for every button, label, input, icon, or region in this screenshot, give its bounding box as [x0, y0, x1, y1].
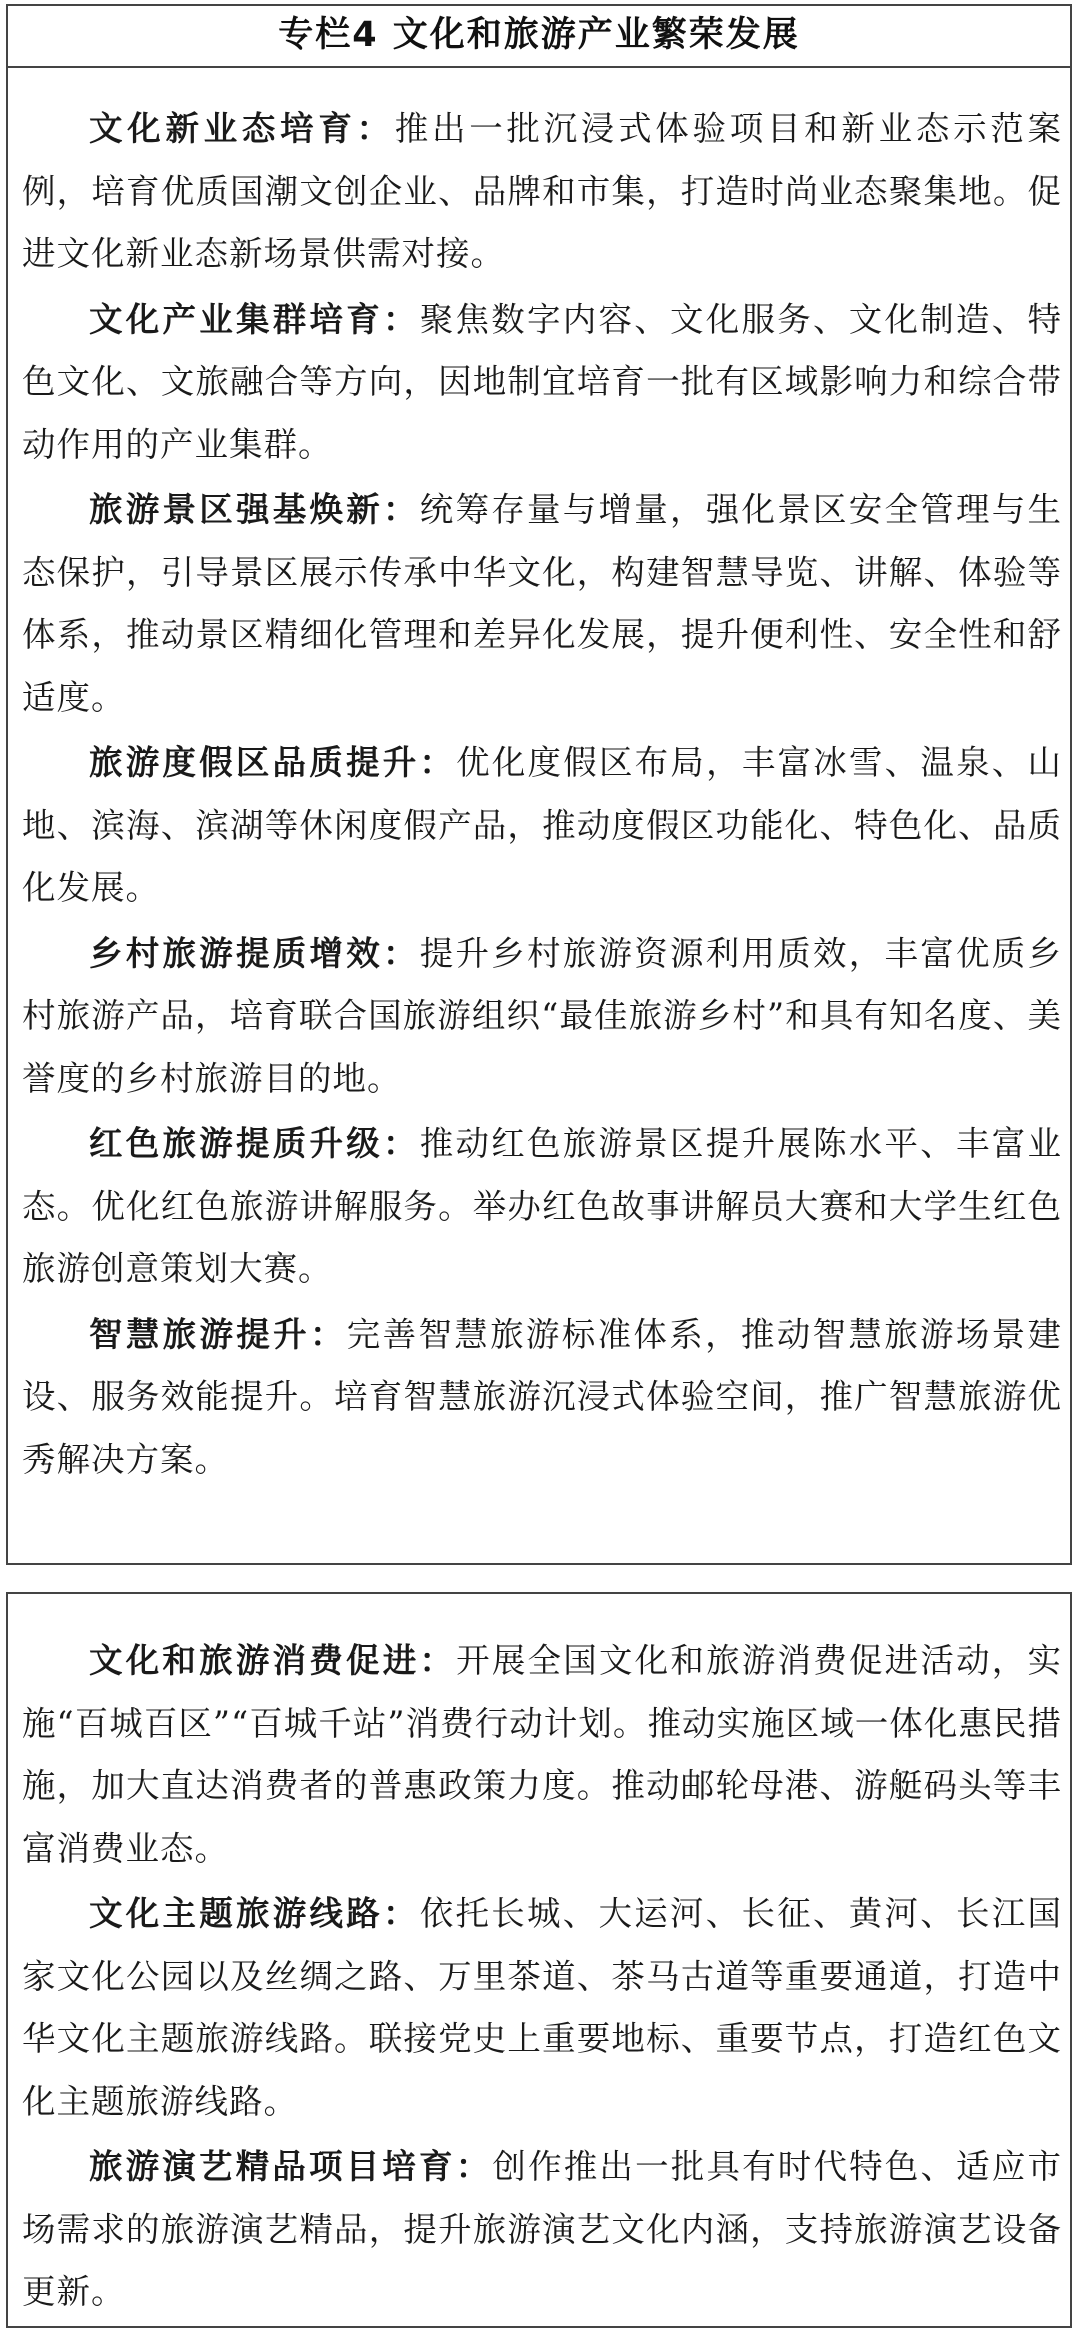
item-resorts	[22, 732, 1062, 920]
item-heading: 文化新业态培育：	[89, 109, 395, 148]
column-content	[8, 1594, 1070, 2324]
column-title: 专栏4 文化和旅游产业繁荣发展	[8, 6, 1070, 68]
item-body: 优化度假区布局，丰富冰雪、温泉、山地、滨海、滨湖等休闲度假产品，推动度假区功能化、特色化、品质化发展。	[22, 743, 1063, 907]
item-heading: 文化产业集群培育：	[89, 299, 420, 339]
column-box-4-continued	[6, 1592, 1072, 2328]
item-body: 创作推出一批具有时代特色、适应市场需求的旅游演艺精品，提升旅游演艺文化内涵，支持旅游演艺设备更新。	[22, 2147, 1063, 2311]
item-rural-tourism	[22, 923, 1062, 1111]
item-body: 统筹存量与增量，强化景区安全管理与生态保护，引导景区展示传承中华文化，构建智慧导览、讲解、体验等体系，推动景区精细化管理和差异化发展，提升便利性、安全性和舒适度。	[22, 490, 1062, 717]
item-theme-routes	[22, 1883, 1062, 2133]
item-consumption-promotion	[22, 1630, 1062, 1880]
item-heading: 乡村旅游提质增效：	[89, 933, 420, 973]
item-heading: 旅游演艺精品项目培育：	[89, 2147, 493, 2186]
item-body: 完善智慧旅游标准体系，推动智慧旅游场景建设、服务效能提升。培育智慧旅游沉浸式体验空间，推广智慧旅游优秀解决方案。	[22, 1314, 1063, 1479]
item-new-cultural-formats	[22, 98, 1062, 286]
item-heading: 文化主题旅游线路：	[89, 1894, 420, 1933]
item-body: 开展全国文化和旅游消费促进活动，实施“百城百区”“百城千站”消费行动计划。推动实施区域一体化惠民措施，加大直达消费者的普惠政策力度。推动邮轮母港、游艇码头等丰富消费业态。	[22, 1641, 1063, 1868]
item-body: 提升乡村旅游资源利用质效，丰富优质乡村旅游产品，培育联合国旅游组织“最佳旅游乡村”和具有知名度、美誉度的乡村旅游目的地。	[22, 933, 1062, 1098]
item-red-tourism	[22, 1113, 1062, 1301]
item-body: 推出一批沉浸式体验项目和新业态示范案例，培育优质国潮文创企业、品牌和市集，打造时尚业态聚集地。促进文化新业态新场景供需对接。	[22, 109, 1063, 273]
column-content	[8, 68, 1070, 1491]
item-body: 推动红色旅游景区提升展陈水平、丰富业态。优化红色旅游讲解服务。举办红色故事讲解员大赛和大学生红色旅游创意策划大赛。	[22, 1124, 1062, 1288]
item-industry-clusters	[22, 289, 1062, 477]
item-heading: 红色旅游提质升级：	[89, 1124, 420, 1163]
item-smart-tourism	[22, 1304, 1062, 1492]
column-box-4	[6, 4, 1072, 1565]
item-scenic-areas	[22, 479, 1062, 729]
item-body: 聚焦数字内容、文化服务、文化制造、特色文化、文旅融合等方向，因地制宜培育一批有区域影响力和综合带动作用的产业集群。	[22, 299, 1062, 464]
item-heading: 智慧旅游提升：	[89, 1314, 347, 1354]
item-body: 依托长城、大运河、长征、黄河、长江国家文化公园以及丝绸之路、万里茶道、茶马古道等重要通道，打造中华文化主题旅游线路。联接党史上重要地标、重要节点，打造红色文化主题旅游线路。	[22, 1894, 1062, 2121]
item-performance-projects	[22, 2136, 1062, 2324]
item-heading: 文化和旅游消费促进：	[89, 1641, 457, 1680]
item-heading: 旅游度假区品质提升：	[89, 743, 457, 782]
item-heading: 旅游景区强基焕新：	[89, 490, 420, 529]
